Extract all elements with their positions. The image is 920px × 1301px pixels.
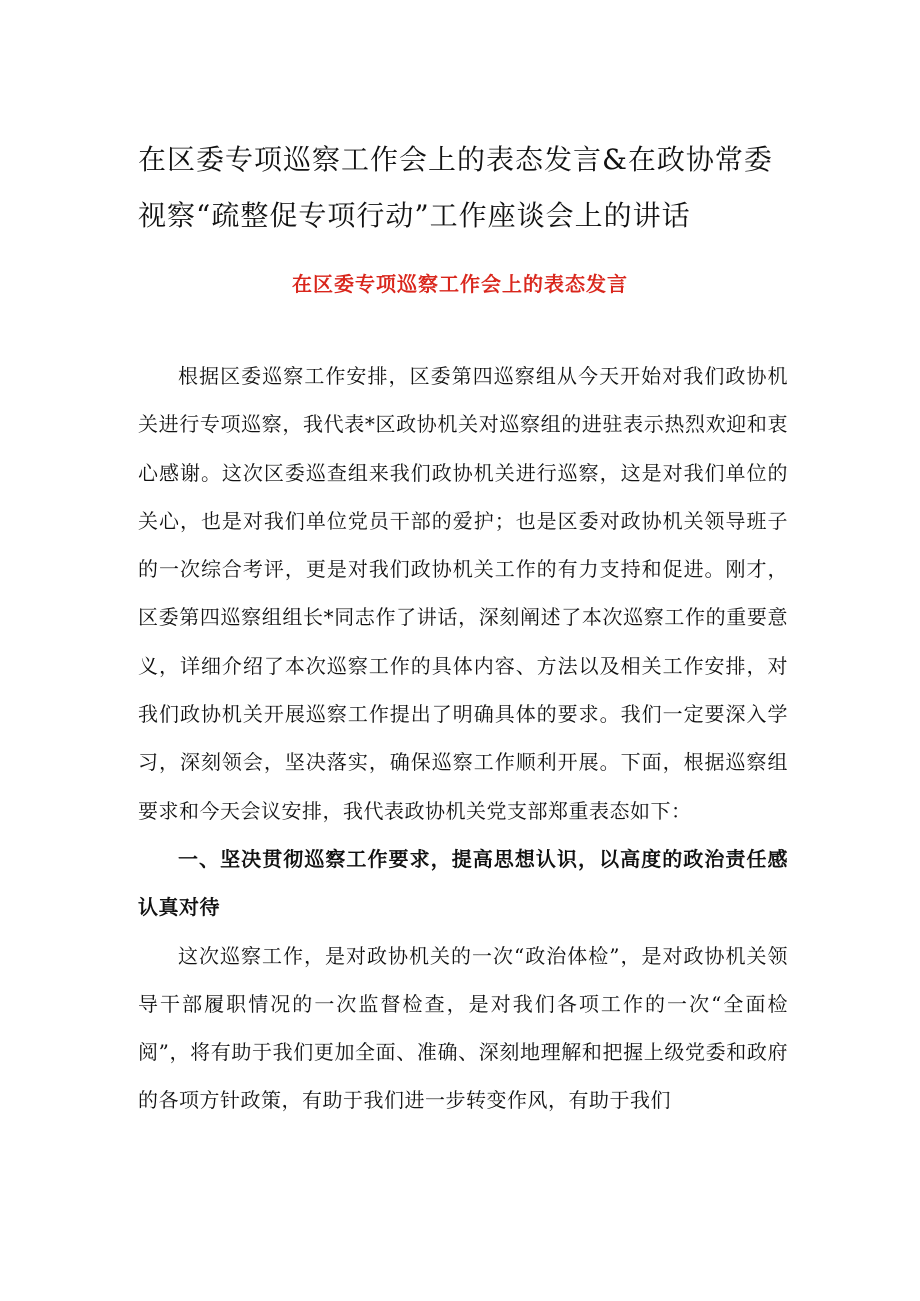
document-body: [138, 352, 788, 1125]
body-paragraph: 根据区委巡察工作安排，区委第四巡察组从今天开始对我们政协机关进行专项巡察，我代表*区政协机关对巡察组的进驻表示热烈欢迎和衷心感谢。这次区委巡查组来我们政协机关进行巡察，这是对我们单位的关心，也是对我们单位党员干部的爱护；也是区委对政协机关领导班子的一次综合考评，更是对我们政协机关工作的有力支持和促进。刚才，区委第四巡察组组长*同志作了讲话，深刻阐述了本次巡察工作的重要意义，详细介绍了本次巡察工作的具体内容、方法以及相关工作安排，对我们政协机关开展巡察工作提出了明确具体的要求。我们一定要深入学习，深刻领会，坚决落实，确保巡察工作顺利开展。下面，根据巡察组要求和今天会议安排，我代表政协机关党支部郑重表态如下：: [138, 364, 788, 823]
document-title: 在区委专项巡察工作会上的表态发言&在政协常委视察“疏整促专项行动”工作座谈会上的讲话: [138, 143, 773, 232]
section-heading: 一、坚决贯彻巡察工作要求，提高思想认识，以高度的政治责任感认真对待: [138, 846, 788, 920]
body-paragraph: 这次巡察工作，是对政协机关的一次“政治体检”，是对政协机关领导干部履职情况的一次监督检查，是对我们各项工作的一次“全面检阅”，将有助于我们更加全面、准确、深刻地理解和把握上级党委和政府的各项方针政策，有助于我们进一步转变作风，有助于我们: [138, 943, 788, 1113]
section-title: 在区委专项巡察工作会上的表态发言: [292, 272, 628, 296]
